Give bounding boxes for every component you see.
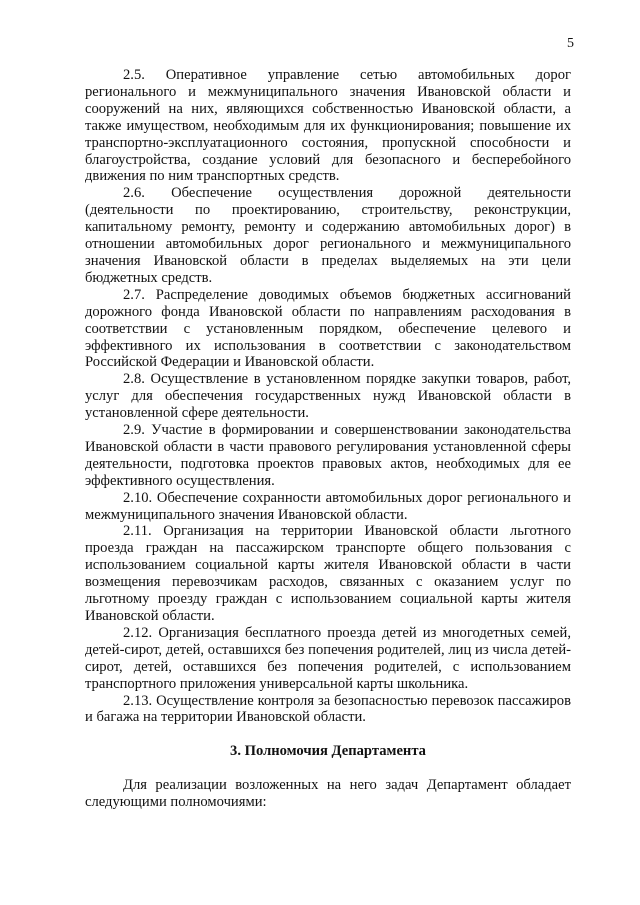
paragraph-2-6: 2.6. Обеспечение осуществления дорожной деятельности (деятельности по проектированию, строительству, реконструкции, капитальному ремонту, ремонту и содержанию автомобильных дорог) в отношении автомобильных дорог регионального и межмуниципального значения Ивановской области в пределах выделяемых на эти цели бюджетных средств.	[85, 185, 571, 286]
paragraph-2-7: 2.7. Распределение доводимых объемов бюджетных ассигнований дорожного фонда Ивановской области по направлениям расходования в соответствии с установленным порядком, обеспечение целевого и эффективного их использования в соответствии с законодательством Российской Федерации и Ивановской области.	[85, 286, 571, 371]
paragraph-2-8: 2.8. Осуществление в установленном порядке закупки товаров, работ, услуг для обеспечения государственных нужд Ивановской области в установленной сфере деятельности.	[85, 371, 571, 422]
paragraph-2-13: 2.13. Осуществление контроля за безопасностью перевозок пассажиров и багажа на территории Ивановской области.	[85, 692, 571, 726]
paragraph-2-12: 2.12. Организация бесплатного проезда детей из многодетных семей, детей-сирот, детей, оставшихся без попечения родителей, лиц из числа детей-сирот, детей, оставшихся без попечения родителей, с использованием транспортного приложения универсальной карты школьника.	[85, 624, 571, 692]
paragraph-2-5: 2.5. Оперативное управление сетью автомобильных дорог регионального и межмуниципального значения Ивановской области и сооружений на них, являющихся собственностью Ивановской области, а также имуществом, необходимым для их функционирования; повышение их транспортно-эксплуатационного состояния, пропускной способности и благоустройства, создание условий для безопасного и бесперебойного движения по ним транспортных средств.	[85, 67, 571, 185]
section-heading: 3. Полномочия Департамента	[230, 743, 426, 760]
paragraph-2-10: 2.10. Обеспечение сохранности автомобильных дорог регионального и межмуниципального значения Ивановской области.	[85, 489, 571, 523]
paragraph-2-9: 2.9. Участие в формировании и совершенствовании законодательства Ивановской области в части правового регулирования установленной сферы деятельности, подготовка проектов правовых актов, необходимых для ее эффективного осуществления.	[85, 422, 571, 489]
document-body	[85, 67, 571, 811]
intro-paragraph: Для реализации возложенных на него задач Департамент обладает следующими полномочиями:	[85, 777, 571, 811]
paragraph-2-11: 2.11. Организация на территории Ивановской области льготного проезда граждан на пассажирском транспорте общего пользования с использованием социальной карты жителя Ивановской области в части возмещения перевозчикам расходов, связанных с оказанием услуг по льготному проезду граждан с использованием социальной карты жителя Ивановской области.	[85, 523, 571, 624]
page-number: 5	[567, 36, 574, 51]
